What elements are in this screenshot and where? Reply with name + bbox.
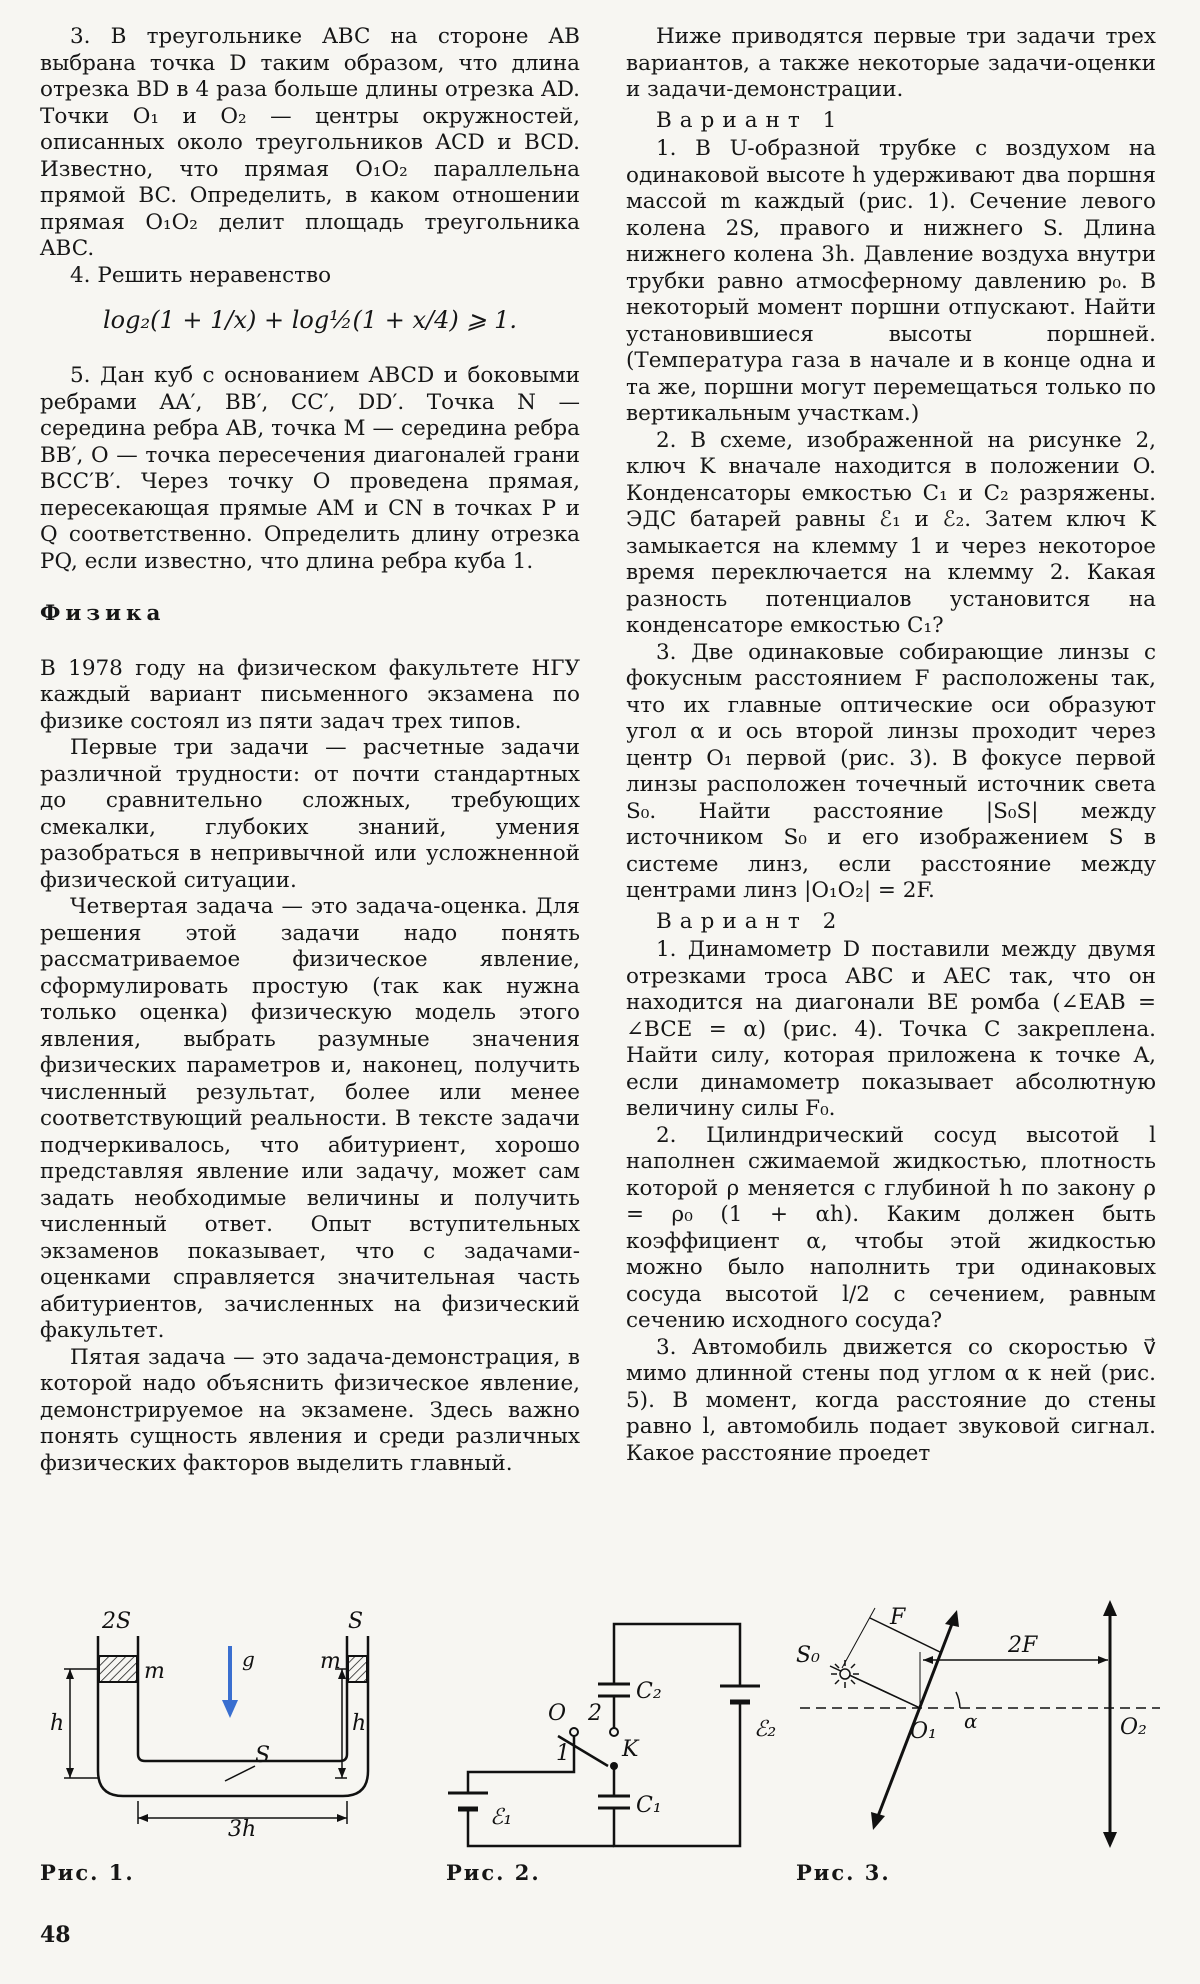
figures-row (30, 1596, 1170, 1896)
right-column (626, 24, 1156, 1467)
v1-problem-3: 3. Две одинаковые собирающие линзы с фокусным расстоянием F расположены так, что их главные оптические оси образуют угол α и ось второй линзы проходит через центр O₁ первой (рис. 3). В фокусе первой линзы расположен точечный источник света S₀. Найти расстояние |S₀S| между источником S₀ и его изображением S в системе линз, если расстояние между центрами линз |O₁O₂| = 2F. (626, 639, 1156, 903)
label-o1: O₁ (910, 1719, 937, 1744)
label-f: F (890, 1605, 906, 1630)
intro-paragraph-2: Первые три задачи — расчетные задачи различной трудности: от почти стандартных до сравнительно сложных, требующих смекалки, глубоких знаний, умения разобраться в непривычной или усложненной физической ситуации. (40, 735, 580, 893)
intro-paragraph-4: Пятая задача — это задача-демонстрация, в которой надо объяснить физическое явление, демонстрируемое на экзамене. Здесь важно понять сущность явления и среди различных физических факторов выделить главный. (40, 1344, 580, 1476)
problem-5: 5. Дан куб с основанием ABCD и боковыми ребрами AA′, BB′, CC′, DD′. Точка N — середина ребра AB, точка M — середина ребра BB′, O — точка пересечения диагоналей грани BCC′B′. Через точку O проведена прямая, пересекающая прямые AM и CN в точках P и Q соответственно. Определить длину отрезка PQ, если известно, что длина ребра куба 1. (40, 363, 580, 574)
figure-1-caption: Рис. 1. (40, 1860, 135, 1885)
label-s-bottom: S (255, 1743, 271, 1768)
v2-problem-1: 1. Динамометр D поставили между двумя отрезками троса ABC и AEC так, что он находится на диагонали BE ромба (∠EAB = ∠BCE = α) (рис. 4). Точка C закреплена. Найти силу, которая приложена к точке A, если динамометр показывает абсолютную величину силы F₀. (626, 937, 1156, 1121)
label-1: 1 (556, 1741, 570, 1766)
right-piston (348, 1656, 367, 1682)
label-e2: ℰ₂ (754, 1717, 777, 1742)
intro-paragraph-3: Четвертая задача — это задача-оценка. Для решения этой задачи надо понять рассматриваемое физическое явление, сформулировать простую (так как нужна только оценка) физическую модель этого явления, выбрать разумные значения физических параметров и, наконец, получить численный результат, более или менее соответствующий реальности. В тексте задачи подчеркивалось, что абитуриент, хорошо представляя явление или задачу, может сам задать необходимые величины и получить численный ответ. Опыт вступительных экзаменов показывает, что с задачами-оценками справляется значительная часть абитуриентов, зачисленных на физический факультет. (40, 894, 580, 1343)
label-g: g (242, 1647, 255, 1671)
label-2f: 2F (1008, 1633, 1038, 1658)
figure-3-lenses (790, 1596, 1170, 1866)
lead-paragraph: Ниже приводятся первые три задачи трех вариантов, а также некоторые задачи-оценки и задачи-демонстрации. (626, 24, 1156, 102)
problem-3: 3. В треугольнике ABC на стороне AB выбрана точка D таким образом, что длина отрезка BD в 4 раза больше длины отрезка AD. Точки O₁ и O₂ — центры окружностей, описанных около треугольников ACD и BCD. Известно, что прямая O₁O₂ параллельна прямой BC. Определить, в каком отношении прямая O₁O₂ делит площадь треугольника ABC. (40, 24, 580, 261)
intro-paragraph-1: В 1978 году на физическом факультете НГУ каждый вариант письменного экзамена по физике состоял из пяти задач трех типов. (40, 655, 580, 734)
label-m-left: m (144, 1659, 165, 1684)
page-number: 48 (40, 1922, 71, 1948)
v2-problem-2: 2. Цилиндрический сосуд высотой l наполнен сжимаемой жидкостью, плотность которой ρ меняется с глубиной h по закону ρ = ρ₀ (1 + αh). Каким должен быть коэффициент α, чтобы этой жидкостью можно было наполнить три одинаковых сосуда высотой l/2 с сечением, равным сечению исходного сосуда? (626, 1122, 1156, 1333)
figure-2-caption: Рис. 2. (446, 1860, 541, 1885)
label-o: O (548, 1701, 567, 1726)
left-piston (99, 1656, 137, 1682)
figure-1-u-tube (50, 1596, 380, 1856)
label-3h: 3h (228, 1817, 257, 1842)
label-h-left: h (50, 1711, 65, 1736)
label-k: K (622, 1737, 639, 1762)
label-s-top: S (348, 1609, 364, 1634)
label-h-right: h (352, 1711, 367, 1736)
label-s0: S₀ (796, 1643, 820, 1668)
figure-3-caption: Рис. 3. (796, 1860, 891, 1885)
label-c1: C₁ (636, 1793, 662, 1818)
variant-2-title: Вариант 2 (656, 908, 845, 934)
section-title: Физика (40, 601, 166, 626)
problem-4: 4. Решить неравенство (70, 262, 332, 288)
v1-problem-2: 2. В схеме, изображенной на рисунке 2, ключ K вначале находится в положении O. Конденсаторы емкостью C₁ и C₂ разряжены. ЭДС батарей равны ℰ₁ и ℰ₂. Затем ключ K замыкается на клемму 1 и через некоторое время переключается на клемму 2. Какая разность потенциалов установится на конденсаторе емкостью C₁? (626, 427, 1156, 638)
label-m-right: m (320, 1649, 341, 1674)
label-alpha: α (964, 1709, 978, 1733)
v1-problem-1: 1. В U-образной трубке с воздухом на одинаковой высоте h удерживают два поршня массой m каждый (рис. 1). Сечение левого колена 2S, правого и нижнего S. Длина нижнего колена 3h. Давление воздуха внутри трубки равно атмосферному давлению p₀. В некоторый момент поршни отпускают. Найти установившиеся высоты поршней. (Температура газа в начале и в конце одна и та же, поршни могут перемещаться только по вертикальным участкам.) (626, 136, 1156, 426)
label-e1: ℰ₁ (490, 1805, 513, 1830)
label-2s: 2S (102, 1609, 132, 1634)
problem-4-formula: log₂(1 + 1/x) + log½(1 + x/4) ⩾ 1. (103, 306, 517, 334)
label-o2: O₂ (1120, 1715, 1147, 1740)
label-2: 2 (588, 1701, 602, 1726)
variant-1-title: Вариант 1 (656, 107, 845, 133)
v2-problem-3: 3. Автомобиль движется со скоростью v⃗ мимо длинной стены под углом α к ней (рис. 5). В момент, когда расстояние до стены равно l, автомобиль подает звуковой сигнал. Какое расстояние проедет (626, 1334, 1156, 1466)
figure-2-circuit (430, 1596, 810, 1866)
left-column (40, 24, 580, 1477)
label-c2: C₂ (636, 1679, 662, 1704)
